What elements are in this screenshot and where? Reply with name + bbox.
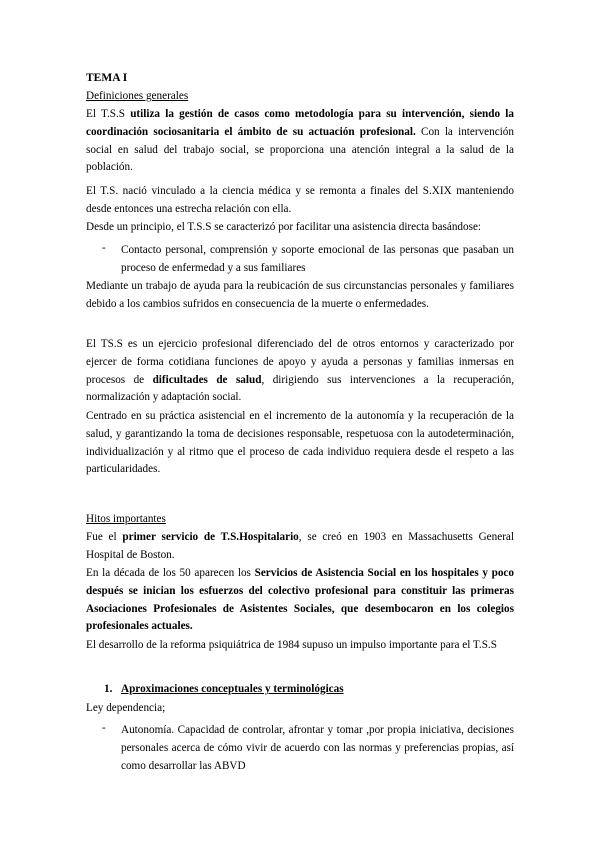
paragraph-origin: El T.S. nació vinculado a la ciencia médica y se remonta a finales del S.XIX manteniendo desde entonces una estrecha relación con ella. [86, 185, 514, 215]
paragraph-ley: Ley dependencia; [86, 702, 166, 714]
bullet-item-autonomia: Autonomía. Capacidad de controlar, afrontar y tomar ,por propia iniciativa, decisiones personales acerca de cómo vivir de acuerdo con las normas y preferencias propias, así como desarrollar las ABVD [121, 724, 514, 772]
paragraph-principle: Desde un principio, el T.S.S se caracterizó por facilitar una asistencia directa basándose: [86, 221, 482, 233]
text-run: El TS.S es un ejercicio profesional diferenciado del de otros entornos y caracterizado por ejercer de forma cotidiana funciones de apoyo y ayuda a personas y familias inmersas en procesos de [86, 338, 514, 386]
section-heading-hitos: Hitos importantes [86, 513, 166, 525]
paragraph-ejercicio [86, 336, 514, 407]
bullet-marker: - [102, 722, 106, 734]
bold-run: dificultades de salud [152, 373, 262, 386]
bullet-item-contacto: Contacto personal, comprensión y soporte emocional de las personas que pasaban un proceso de enfermedad y a sus familiares [121, 244, 514, 274]
text-run: Con la intervención social en salud del trabajo social, se proporciona una atención integral a la salud de la población. [86, 125, 514, 174]
paragraph-ayuda: Mediante un trabajo de ayuda para la reubicación de sus circunstancias personales y familiares debido a los cambios sufridos en consecuencia de la muerte o enfermedades. [86, 280, 514, 310]
text-run: , se creó en 1903 en Massachusetts General Hospital de Boston. [86, 531, 514, 561]
text-run: El T.S.S [86, 108, 131, 120]
paragraph-decada-50 [86, 565, 514, 636]
paragraph-centrado: Centrado en su práctica asistencial en el incremento de la autonomía y la recuperación de la salud, y garantizando la toma de decisiones responsable, respetuosa con la autodeterminación, individualización y al ritmo que el proceso de cada individuo requiera desde el respeto a las particularidades. [86, 410, 514, 476]
paragraph-intro [86, 106, 514, 177]
document-title: TEMA I [86, 72, 128, 84]
section-heading-aproximaciones: Aproximaciones conceptuales y terminológicas [121, 683, 344, 695]
bold-run: primer servicio de T.S.Hospitalario [122, 531, 299, 543]
bold-run: Servicios de Asistencia Social en los hospitales y poco después se inician los esfuerzos del colectivo profesional para constituir las primeras Asociaciones Profesionales de Asistentes Sociales, que desembocaron en los colegios profesionales actuales. [86, 567, 514, 633]
section-number: 1. [104, 683, 113, 695]
section-heading-definiciones: Definiciones generales [86, 90, 189, 102]
text-run: , dirigiendo sus intervenciones a la recuperación, normalización y adaptación social. [86, 373, 514, 404]
text-run: En la década de los 50 aparecen los [86, 567, 255, 579]
paragraph-reforma: El desarrollo de la reforma psiquiátrica de 1984 supuso un impulso importante para el T.S.S [86, 639, 497, 651]
paragraph-primer-servicio [86, 529, 514, 565]
text-run: Fue el [86, 531, 123, 543]
bullet-marker: - [102, 242, 106, 254]
bold-run: utiliza la gestión de casos como metodología para su intervención, siendo la coordinación sociosanitaria el ámbito de su actuación profesional. [86, 108, 515, 138]
